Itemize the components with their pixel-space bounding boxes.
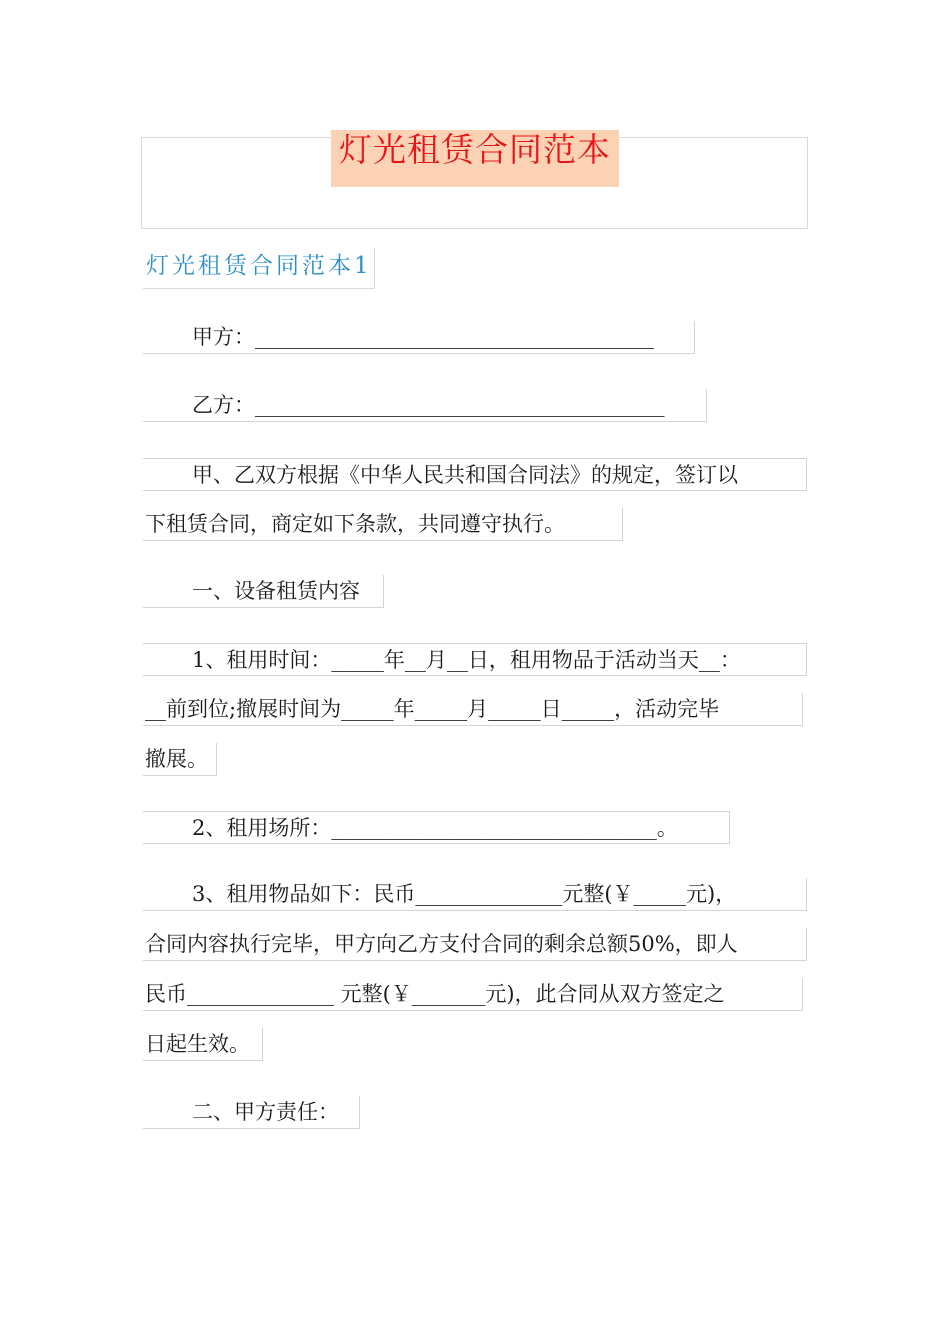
- section-heading: 灯光租赁合同范本1: [143, 248, 375, 289]
- paragraph-line: __前到位;撤展时间为_____年_____月_____日_____，活动完毕: [143, 693, 803, 726]
- paragraph-line: 撤展。: [143, 743, 217, 776]
- document-title: 灯光租赁合同范本: [331, 130, 619, 187]
- paragraph-line: 日起生效。: [143, 1028, 263, 1061]
- clause-heading: 一、设备租赁内容: [143, 575, 384, 608]
- party-a-line: 甲方：______________________________________: [143, 321, 695, 354]
- paragraph-line: 甲、乙双方根据《中华人民共和国合同法》的规定，签订以: [143, 458, 807, 491]
- party-b-line: 乙方：_______________________________________: [143, 389, 707, 422]
- paragraph-line: 下租赁合同，商定如下条款，共同遵守执行。: [143, 508, 623, 541]
- paragraph-line: 民币______________ 元整(￥_______元)，此合同从双方签定之: [143, 978, 803, 1011]
- clause-heading: 二、甲方责任：: [143, 1096, 360, 1129]
- paragraph-line: 合同内容执行完毕，甲方向乙方支付合同的剩余总额50%，即人: [143, 928, 807, 961]
- paragraph-line: 2、租用场所：_______________________________。: [143, 811, 730, 844]
- paragraph-line: 3、租用物品如下：民币______________元整(￥_____元)，: [143, 878, 807, 911]
- paragraph-line: 1、租用时间：_____年__月__日，租用物品于活动当天__：: [143, 643, 807, 676]
